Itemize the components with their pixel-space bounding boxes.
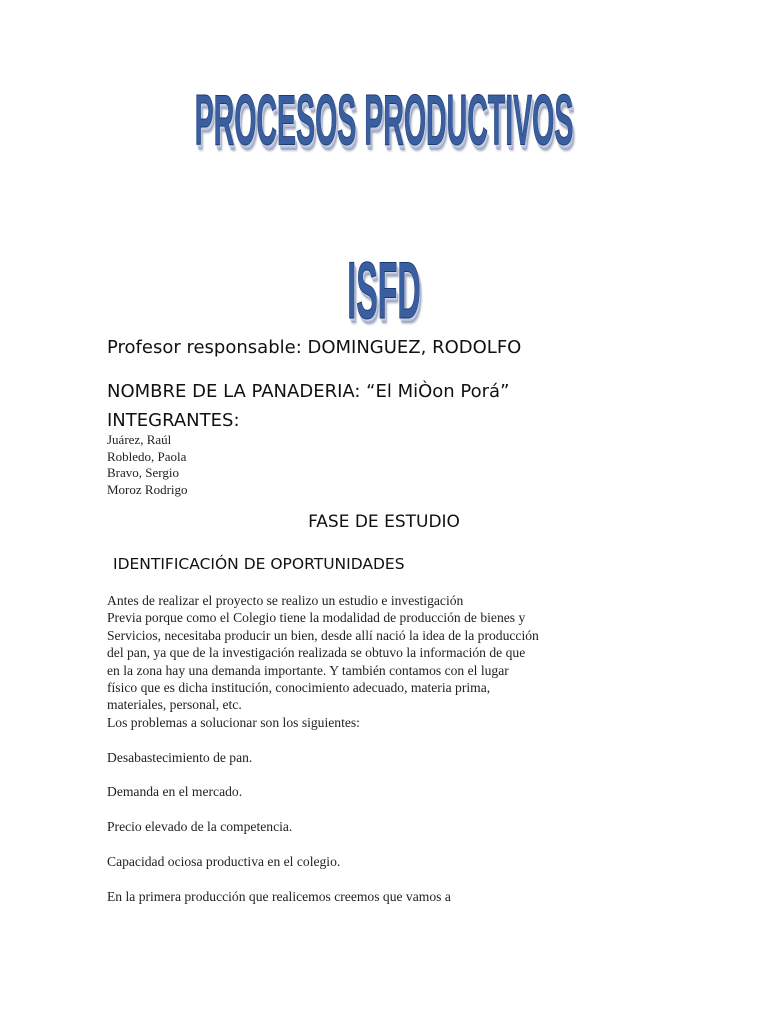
problem-item: Precio elevado de la competencia.	[107, 819, 293, 835]
body-line: físico que es dicha institución, conocimiento adecuado, materia prima,	[107, 680, 491, 696]
bakery-name-line: NOMBRE DE LA PANADERIA: “El MiÒon Porá”	[107, 381, 510, 402]
body-line: Antes de realizar el proyecto se realizo un estudio e investigación	[107, 593, 464, 608]
document-body	[107, 592, 597, 905]
body-line: Los problemas a solucionar son los siguientes:	[107, 714, 360, 730]
members-list	[107, 432, 188, 498]
phase-heading: FASE DE ESTUDIO	[308, 512, 460, 532]
member-item: Juárez, Raúl	[107, 432, 172, 447]
body-line: Servicios, necesitaba producir un bien, desde allí nació la idea de la producción	[107, 627, 539, 643]
professor-line: Profesor responsable: DOMINGUEZ, RODOLFO	[107, 337, 522, 358]
institution-title: ISFD	[347, 246, 421, 337]
body-line: del pan, ya que de la investigación realizada se obtuvo la información de que	[107, 645, 526, 661]
section-heading: IDENTIFICACIÓN DE OPORTUNIDADES	[113, 555, 405, 573]
body-line: Previa porque como el Colegio tiene la modalidad de producción de bienes y	[107, 610, 526, 626]
closing-line: En la primera producción que realicemos creemos que vamos a	[107, 888, 451, 904]
member-item: Moroz Rodrigo	[107, 481, 188, 497]
document-title: PROCESOS PRODUCTIVOS	[194, 79, 574, 161]
problem-item: Capacidad ociosa productiva en el colegio.	[107, 854, 341, 870]
member-item: Bravo, Sergio	[107, 465, 179, 480]
body-line: en la zona hay una demanda importante. Y también contamos con el lugar	[107, 662, 509, 678]
body-line: materiales, personal, etc.	[107, 697, 242, 713]
member-item: Robledo, Paola	[107, 448, 187, 464]
members-heading: INTEGRANTES:	[107, 410, 240, 431]
problem-item: Demanda en el mercado.	[107, 784, 243, 800]
problem-item: Desabastecimiento de pan.	[107, 749, 253, 765]
